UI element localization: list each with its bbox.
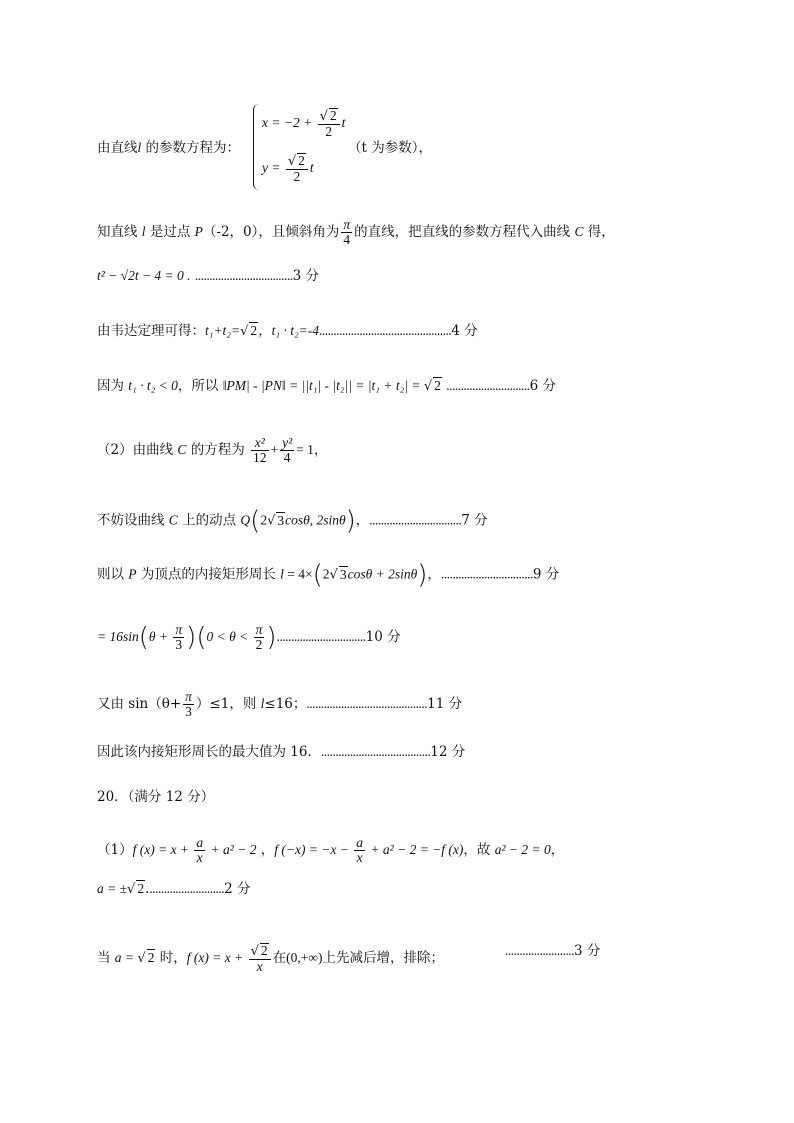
f-neg: f (−x) = −x − [274,842,353,858]
leader-dots: ................................ [440,566,533,582]
leader-dots: ............................. [446,378,530,393]
num: y² [282,435,293,450]
radicand: 2 [298,153,305,168]
radicand: 3 [277,512,285,528]
line-max-value [97,744,465,760]
problem-20-heading [97,789,214,805]
var-t: t [309,159,314,175]
sum: t₁+t₂= [205,323,241,338]
sqrt2-over-2: $\frac{√ 2}{2}$ [318,108,340,139]
line-abs-diff: 因为 t₁ · t₂ < 0，所以 ‖PM| - |PN‖ = ||t₁| - |t₂|| = |t₁ + t₂| = √ 2 .............................6 分 [97,378,556,394]
radicand: 2 [329,108,337,123]
text: （1） [97,842,133,859]
score: 11 分 [427,696,463,713]
den: x [256,958,263,974]
text: 上先减后增，排除； [322,949,444,966]
line-quadratic [97,268,319,284]
text: ，所以 [177,378,223,394]
den: 12 [253,450,267,466]
score: 4 分 [451,323,478,339]
var-l: l [280,566,284,582]
text: ）≤1，则 [195,696,261,713]
pi-over-4 [341,218,352,247]
system-brace [253,104,260,190]
radicand: 2 [260,943,268,958]
var-l: l [137,140,142,155]
f-def-tail: + a² − 2 [207,842,257,858]
line-16sin: = 16sin(θ + $\frac{\pi}{3}$ )(0 < θ < $\frac{\pi}{2}$ )...............................10 分 [97,622,401,653]
text: （-2，0），且倾斜角为 [202,224,340,241]
equation: a² − 2 = 0 [494,842,551,858]
theta: θ + [148,629,172,645]
var-C: C [574,224,584,240]
text: ， [427,566,441,583]
product: ，t₁ · t₂=-4 [258,323,320,338]
num: a [196,835,204,850]
pi-over-2 [254,623,265,652]
text: 因此该内接矩形周长的最大值为 16． [97,744,321,760]
coord: cosθ, 2sinθ [285,512,346,528]
expression: = 16sin [97,629,139,645]
sqrt2-over-2: $\frac{√ 2}{2}$ [286,153,308,184]
text: ， [256,842,275,859]
x-eq: x = −2 + [262,114,316,130]
text: 则以 [97,566,129,583]
radicand: 2 [250,323,258,338]
equals: = 4× [283,566,313,582]
num: π [343,217,351,232]
line-case-a-score [505,943,600,959]
plus: + [270,442,279,458]
y2-over-4 [280,436,294,465]
den: 4 [343,232,351,248]
radicand: 2 [137,881,145,896]
leader-dots: .............................................. [319,323,452,338]
text: 时， [155,949,187,966]
text: （t 为参数）， [348,140,432,156]
radicand: 2 [147,949,155,965]
param-y-equation [262,153,314,184]
leader-dots: .......................................... [306,696,428,712]
score: 7 分 [461,512,488,529]
line-ellipse [97,436,327,465]
text: 上的动点 [177,512,241,529]
condition: t₁ · t₂ < 0 [128,378,178,393]
line-vieta: 由韦达定理可得：t₁+t₂=√ 2，t₁ · t₂=-4..............................................4 分 [97,323,478,339]
leader-dots: ...................................... [320,744,431,759]
text: 是过点 [145,224,195,241]
den: x [356,850,363,866]
text: 当 [97,949,115,966]
param-x-equation [262,108,345,139]
score: 6 分 [529,378,556,394]
y-eq: y = [262,159,284,175]
radicand: 3 [339,566,347,582]
equals: = 1， [296,442,328,458]
leader-dots: ................................ [369,512,462,528]
param-note [348,140,432,156]
line-param-intro [97,140,240,156]
num: π [175,622,183,637]
expression: cosθ + 2sinθ [347,566,418,582]
text: ，故 [463,842,495,859]
x2-over-12 [251,436,269,465]
f-neg-tail: + a² − 2 = −f (x) [367,842,464,858]
text: 由直线 [97,140,138,156]
text: 为顶点的内接矩形周长 [136,566,281,583]
score: 3 分 [574,943,601,959]
num: x² [251,436,269,451]
den: 3 [175,637,183,653]
coef: 2 [322,566,330,582]
leader-dots: .................................. [194,268,293,283]
text: 得， [583,224,615,241]
sqrt2-over-x: $\frac{√ 2}{x}$ [249,943,271,974]
num: π [255,622,263,637]
num: a [356,835,364,850]
den: 2 [325,123,332,139]
score: 12 分 [430,744,466,760]
equation: t² − √2t − 4 = 0 . [97,268,191,283]
den: 4 [283,450,291,466]
text: 因为 [97,378,129,394]
var-C: C [168,512,178,528]
var-l: l [141,224,146,240]
text: 不妨设曲线 [97,512,169,529]
text: 由韦达定理可得： [97,323,205,339]
line-sin-bound [97,690,462,719]
den: 3 [185,704,192,720]
leader-dots: ............................... [276,629,366,645]
radicand: 2 [434,378,441,393]
den: x [196,850,203,866]
den: 2 [293,168,301,184]
equation: a = ± [97,881,128,896]
a-over-x [194,836,205,865]
leader-dots: .......................... [149,881,225,896]
line-known-line [97,218,615,247]
line-a-value: a = ±√ 2...........................2 分 [97,881,251,897]
var-C: C [177,442,187,458]
condition: a = [114,949,138,965]
var-P: P [128,566,137,582]
f-def: f (x) = x + [186,949,247,965]
var-Q: Q [240,512,251,528]
den: 2 [255,637,263,653]
text: ， [550,842,565,859]
f-def: f (x) = x + [132,842,193,858]
coef: 2 [260,512,268,528]
line-point-Q: 不妨设曲线 C 上的动点 Q(2√ 3cosθ, 2sinθ)，................................7 分 [97,506,488,536]
score: 10 分 [365,629,401,646]
text: 的参数方程为： [141,140,241,156]
text: ， [355,512,370,529]
leader-dots: ........................ [505,943,574,958]
text: 又由 sin（θ+ [97,696,182,713]
a-over-x [354,836,365,865]
text: 知直线 [97,224,142,241]
condition: 0 < θ < [206,629,252,645]
text: （2）由曲线 [97,442,178,459]
var-l: l [260,696,265,712]
text: ≤16； [264,696,307,713]
expression: ‖PM| - |PN‖ = ||t₁| - |t₂|| = |t₁ + t₂| = [222,378,424,393]
score: 9 分 [532,566,560,583]
var-t: t [341,114,346,130]
text: . [145,881,150,897]
interval: (0,+∞) [286,949,323,965]
line-f-odd [97,836,564,865]
text: 的直线，把直线的参数方程代入曲线 [354,224,575,241]
text: 在 [272,949,287,966]
var-P: P [194,224,203,240]
num: π [185,689,192,704]
line-perimeter: 则以 P 为顶点的内接矩形周长 l = 4×(2√ 3cosθ + 2sinθ)，................................9 分 [97,560,560,590]
pi-over-3 [183,690,194,719]
text: 20．（满分 12 分） [97,789,215,805]
pi-over-3 [173,623,184,652]
text: 的方程为 [186,442,249,459]
score: 2 分 [224,881,251,897]
line-case-a: 当 a = √ 2 时，f (x) = x + $\frac{√ 2}{x}$ 在(0,+∞)上先减后增，排除； [97,943,444,974]
score: 3 分 [292,268,319,284]
